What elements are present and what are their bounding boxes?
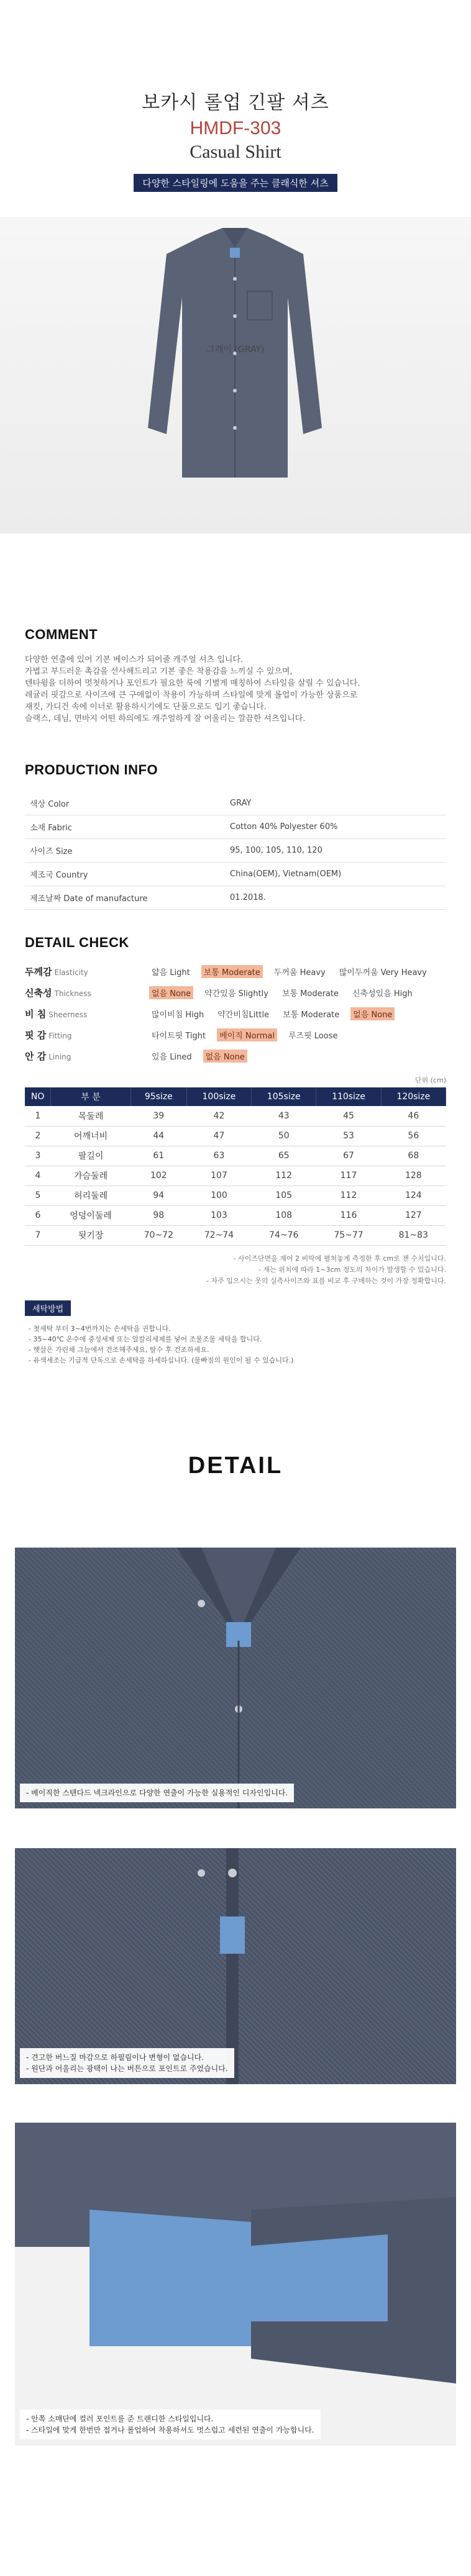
- detail-caption-3: - 안쪽 소매단에 컬러 포인트를 준 트랜디한 스타일입니다. - 스타일에 맞게 한번만 접거나 롤업하여 착용하셔도 멋스럽고 세련된 연출이 가능합니다.: [20, 2410, 321, 2439]
- size-cell: 128: [381, 1166, 446, 1186]
- size-cell: 46: [381, 1106, 446, 1126]
- comment-text: 다양한 연출에 있어 기본 베이스가 되어줄 캐주얼 셔츠 입니다. 가볍고 부드러운 촉감을 선사해드리고 기본 좋은 착용감을 느끼실 수 있으며, 텐타윙을 더하여 멋첫하거나 포인트가 필요한 룩에 기별게 매칭하여 스타일을 살릴 수 있습니다. 레귤러 핏감으로 사이즈에 큰 구애없이 착용이 가능하며 스타일에 맞게 롤업이 가능한 상품으로 재킷, 가디건 속에 이너로 활용하시기에도 단품으로도 입기 좋습니다. 슬랙스, 데님, 면바지 어떤 하의에도 캐주얼하게 잘 어울리는 깔끔한 셔츠입니다.: [25, 655, 360, 723]
- size-cell: 124: [381, 1186, 446, 1205]
- size-cell: 112: [252, 1166, 316, 1186]
- detail-option: 많이비침 High: [152, 1010, 204, 1020]
- detail-check-key: 안 감 Lining: [25, 1050, 71, 1062]
- size-cell: 42: [186, 1106, 251, 1126]
- size-cell: 67: [316, 1146, 381, 1166]
- production-title: PRODUCTION INFO: [25, 762, 158, 778]
- size-cell: 3: [25, 1146, 51, 1166]
- detail-check-key: 신축성 Thickness: [25, 987, 91, 999]
- detail-option: 보통 Moderate: [281, 989, 339, 999]
- size-cell: 50: [252, 1126, 316, 1146]
- product-code: HMDF-303: [190, 118, 281, 138]
- size-cell: 68: [381, 1146, 446, 1166]
- prod-row: 소재 Fabric Cotton 40% Polyester 60%: [25, 815, 446, 839]
- size-cell: 39: [130, 1106, 186, 1126]
- detail-option: 두꺼움 Heavy: [273, 968, 326, 977]
- detail-option-selected: 베이직 Normal: [217, 1028, 277, 1041]
- size-cell: 6: [25, 1205, 51, 1225]
- size-cell: 목둘레: [51, 1106, 131, 1126]
- detail-option: 있음 Lined: [152, 1052, 192, 1062]
- size-cell: 107: [186, 1166, 251, 1186]
- size-cell: 5: [25, 1186, 51, 1205]
- comment-title: COMMENT: [25, 627, 98, 642]
- detail-check-row: [25, 1024, 446, 1045]
- size-cell: 108: [252, 1205, 316, 1225]
- product-title-en: Casual Shirt: [190, 142, 281, 162]
- detail-option-selected: 보통 Moderate: [201, 965, 263, 978]
- detail-check-row: [25, 1003, 446, 1024]
- size-cell: 45: [316, 1106, 381, 1126]
- size-cell: 116: [316, 1205, 381, 1225]
- detail-option: 약간있음 Slightly: [204, 989, 268, 999]
- table-row: [25, 1106, 446, 1126]
- detail-option-selected: 없음 None: [203, 1050, 247, 1063]
- size-cell: 2: [25, 1126, 51, 1146]
- size-cell: 47: [186, 1126, 251, 1146]
- detail-image-button: [15, 1848, 456, 2084]
- detail-check-section: [0, 935, 471, 1366]
- detail-option: 얇음 Light: [152, 968, 190, 977]
- detail-check-row: [25, 1045, 446, 1066]
- size-notes: - 사이즈단면을 재어 2 비딱에 펼쳐놓게 측정한 후 cm로 잰 수치입니다. - 재는 위치에 따라 1~3cm 정도의 차이가 발생할 수 있습니다. - 자주 입으시는 옷의 실측사이즈와 표를 비교 후 구매하는 것이 가장 정확합니다.: [206, 1254, 446, 1285]
- detail-option: 신축성있음 High: [352, 989, 413, 999]
- product-title-ko: 보카시 롤업 긴팔 셔츠: [142, 92, 329, 114]
- size-cell: 75~77: [316, 1225, 381, 1245]
- tagline-badge: 다양한 스타일링에 도움을 주는 클래식한 셔츠: [134, 174, 337, 192]
- hero-image: [0, 217, 471, 533]
- size-cell: 112: [316, 1186, 381, 1205]
- detail-image-collar: [15, 1548, 456, 1808]
- wash-title: 세탁방법: [25, 1300, 71, 1316]
- size-table-header: [25, 1087, 446, 1106]
- size-header-cell: NO: [25, 1087, 51, 1106]
- detail-option: 타이트핏 Tight: [152, 1031, 206, 1041]
- size-header-cell: 120size: [381, 1087, 446, 1106]
- size-header-cell: 부 분: [51, 1087, 131, 1106]
- size-cell: 44: [130, 1126, 186, 1146]
- table-row: [25, 1225, 446, 1245]
- size-header-cell: 110size: [316, 1087, 381, 1106]
- size-cell: 100: [186, 1186, 251, 1205]
- size-cell: 허리둘레: [51, 1186, 131, 1205]
- table-row: [25, 1205, 446, 1225]
- detail-option-selected: 없음 None: [149, 986, 193, 999]
- cuff-illustration: [15, 2123, 456, 2446]
- detail-check-row: [25, 961, 446, 982]
- size-cell: 53: [316, 1126, 381, 1146]
- production-info-section: [0, 762, 471, 910]
- detail-option: 약간비침Little: [217, 1010, 270, 1020]
- size-cell: 엉덩이둘레: [51, 1205, 131, 1225]
- size-cell: 1: [25, 1106, 51, 1126]
- detail-image-cuff: [15, 2123, 456, 2446]
- color-caption: 그레이 (GRAY): [206, 345, 265, 355]
- size-cell: 어깨너비: [51, 1126, 131, 1146]
- detail-option: 보통 Moderate: [283, 1010, 340, 1020]
- detail-option: 루즈핏 Loose: [288, 1031, 338, 1041]
- unit-label: 단위 (cm): [414, 1076, 446, 1084]
- size-cell: 74~76: [252, 1225, 316, 1245]
- size-header-cell: 95size: [130, 1087, 186, 1106]
- size-cell: 56: [381, 1126, 446, 1146]
- table-row: [25, 1186, 446, 1205]
- size-table: [25, 1087, 446, 1246]
- detail-check-key: 두께감 Elasticity: [25, 966, 88, 977]
- size-cell: 65: [252, 1146, 316, 1166]
- table-row: [25, 1146, 446, 1166]
- collar-illustration: [15, 1548, 456, 1808]
- detail-option: 많이두꺼움 Very Heavy: [339, 968, 427, 977]
- header: [0, 0, 471, 192]
- size-cell: 94: [130, 1186, 186, 1205]
- detail-check-title: DETAIL CHECK: [25, 935, 129, 950]
- size-cell: 98: [130, 1205, 186, 1225]
- detail-check-key: 핏 감 Fitting: [25, 1029, 72, 1041]
- size-cell: 103: [186, 1205, 251, 1225]
- size-cell: 127: [381, 1205, 446, 1225]
- prod-row: 제조국 Country China(OEM), Vietnam(OEM): [25, 863, 446, 886]
- size-cell: 105: [252, 1186, 316, 1205]
- size-cell: 61: [130, 1146, 186, 1166]
- table-row: [25, 1166, 446, 1186]
- detail-check-key: 비 침 Sheerness: [25, 1008, 88, 1020]
- size-cell: 43: [252, 1106, 316, 1126]
- size-header-cell: 105size: [252, 1087, 316, 1106]
- size-cell: 72~74: [186, 1225, 251, 1245]
- detail-caption-2: - 견고한 버느질 마감으로 하필림이나 변형이 없습니다. - 원단과 어울리는 광택이 나는 버튼으로 포인트로 주었습니다.: [20, 2048, 234, 2078]
- size-header-cell: 100size: [186, 1087, 251, 1106]
- size-cell: 70~72: [130, 1225, 186, 1245]
- prod-row: 제조날짜 Date of manufacture 01.2018.: [25, 886, 446, 910]
- size-table-body: [25, 1106, 446, 1245]
- detail-check-row: [25, 982, 446, 1003]
- size-cell: 4: [25, 1166, 51, 1186]
- wash-instructions: - 첫세탁 부터 3~4번까지는 손세탁을 권합니다. - 35~40℃ 온수에 중성세제 또는 알칼리세제를 넣어 조물조물 세탁을 합니다. - 햇살은 가린채 그늘에서 건조해주세요, 탈수 후 건조하세요. - 유색세조는 기급적 단독으로 손세탁을 하세하십니다. (물빠짐의 원인이 될 수 있습니다.): [29, 1324, 294, 1364]
- detail-caption-1: - 베이직한 스탠다드 넥크라인으로 다양한 연출이 가능한 실용적인 디자인입니다.: [20, 1784, 294, 1802]
- prod-row: 색상 Color GRAY: [25, 792, 446, 815]
- size-cell: 뒷기장: [51, 1225, 131, 1245]
- table-row: [25, 1126, 446, 1146]
- detail-check-rows: [25, 961, 446, 1066]
- size-cell: 7: [25, 1225, 51, 1245]
- size-cell: 팔길이: [51, 1146, 131, 1166]
- size-cell: 63: [186, 1146, 251, 1166]
- size-cell: 81~83: [381, 1225, 446, 1245]
- detail-title: DETAIL: [188, 1452, 283, 1479]
- size-cell: 102: [130, 1166, 186, 1186]
- size-cell: 가슴둘레: [51, 1166, 131, 1186]
- prod-row: 사이즈 Size 95, 100, 105, 110, 120: [25, 839, 446, 863]
- detail-option-selected: 없음 None: [350, 1007, 395, 1020]
- comment-section: [0, 627, 471, 725]
- size-cell: 117: [316, 1166, 381, 1186]
